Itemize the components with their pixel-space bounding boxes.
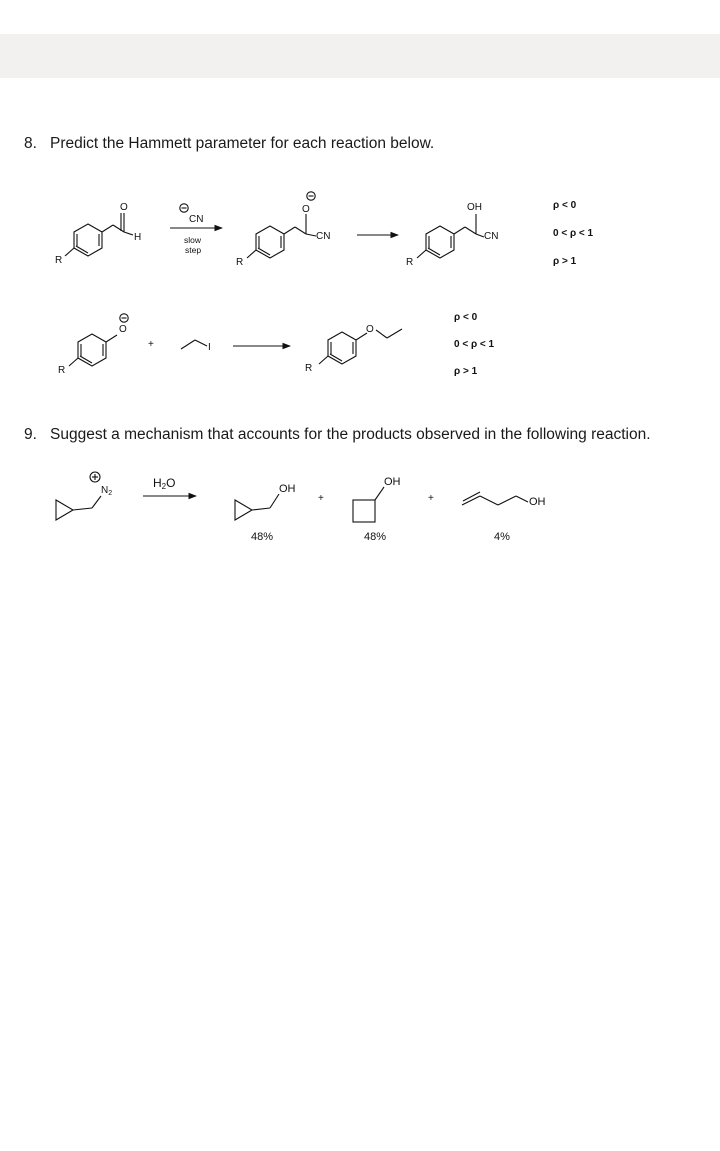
cyclobutanol-structure [353, 476, 401, 543]
cn-label: CN [316, 231, 331, 242]
product-yield: 4% [494, 531, 510, 543]
benzaldehyde-structure [55, 202, 141, 266]
h-label: H [134, 232, 142, 243]
plus-sign: + [148, 339, 154, 350]
r-label: R [406, 257, 414, 268]
o-label: O [119, 324, 127, 335]
rho-option: 0 < ρ < 1 [454, 339, 495, 350]
cyanide-reagent: CN [189, 214, 204, 225]
diazonium-reactant-structure [56, 472, 112, 520]
oh-label: OH [467, 202, 482, 213]
n2-label: $N_2$ [101, 485, 113, 497]
reaction-arrow-1 [170, 204, 222, 255]
rho-option: ρ < 0 [454, 312, 478, 323]
product-yield: 48% [364, 531, 387, 543]
r-label: R [236, 257, 244, 268]
cyclopropylmethanol-structure [235, 483, 296, 543]
reaction-2 [58, 312, 495, 377]
rho-option: ρ < 0 [553, 200, 577, 211]
question-text: Suggest a mechanism that accounts for the products observed in the following reaction. [50, 426, 651, 443]
i-label: I [208, 342, 211, 353]
question-number: 8. [24, 135, 37, 152]
reaction-3 [56, 472, 546, 543]
r-label: R [55, 255, 63, 266]
oh-label: OH [529, 496, 546, 508]
reaction-1 [55, 192, 594, 268]
alkoxide-reactant-structure [58, 314, 128, 376]
question-number: 9. [24, 426, 37, 443]
reaction-arrow-4 [143, 476, 196, 496]
r-label: R [58, 365, 66, 376]
butenol-structure [462, 492, 546, 543]
question-text: Predict the Hammett parameter for each reaction below. [50, 135, 435, 152]
plus-sign: + [428, 493, 434, 504]
ethyl-iodide-structure [181, 340, 211, 353]
product-yield: 48% [251, 531, 274, 543]
oh-label: OH [384, 476, 401, 488]
o-label: O [302, 204, 310, 215]
oh-label: OH [279, 483, 296, 495]
alkoxide-intermediate-structure [236, 192, 330, 268]
ether-product-structure [305, 324, 402, 374]
cn-label: CN [484, 231, 499, 242]
condition-step: step [185, 245, 202, 255]
o-label: O [366, 324, 374, 335]
plus-sign: + [318, 493, 324, 504]
cyanohydrin-structure [406, 202, 498, 268]
rho-options-2 [454, 312, 495, 377]
rho-option: ρ > 1 [553, 256, 577, 267]
water-reagent: H2O [153, 476, 176, 491]
o-label: O [120, 202, 128, 213]
rho-options-1 [553, 200, 594, 267]
rho-option: 0 < ρ < 1 [553, 228, 594, 239]
condition-slow: slow [184, 235, 202, 245]
r-label: R [305, 363, 313, 374]
rho-option: ρ > 1 [454, 366, 478, 377]
